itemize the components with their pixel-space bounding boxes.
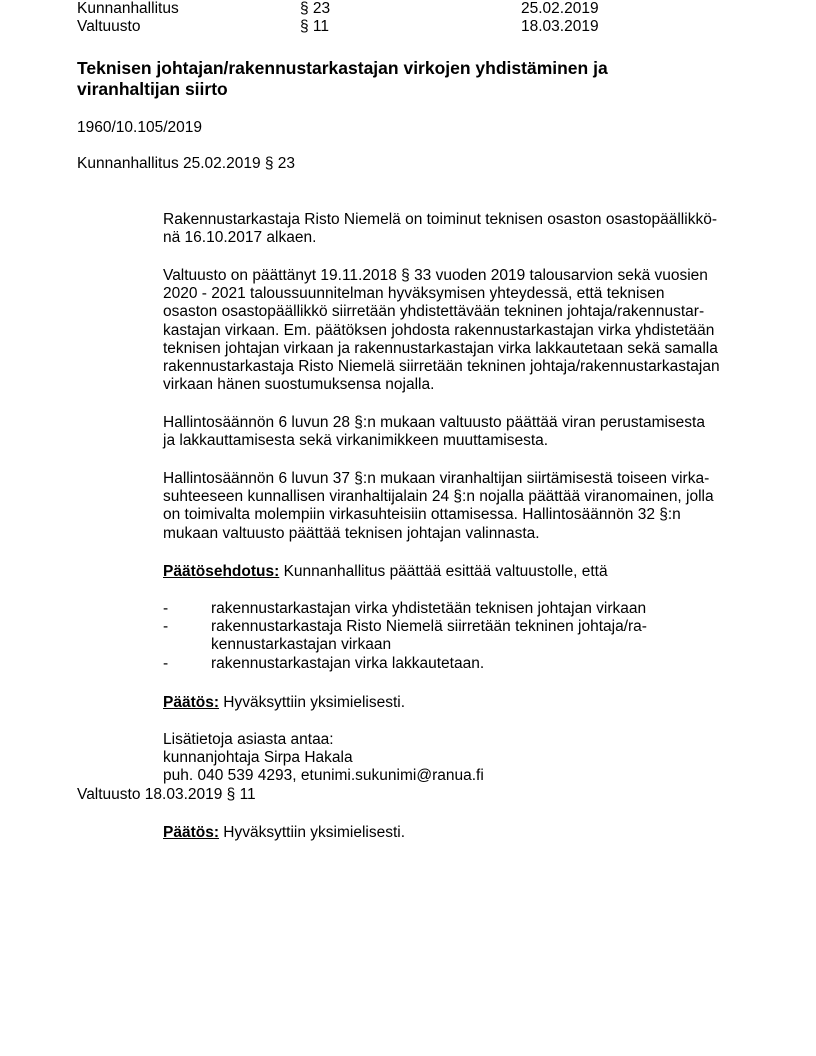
contact-phone: puh. 040 539 4293, etunimi.sukunimi@ranua.fi [163,767,484,785]
bullet-list [163,600,743,672]
paragraph [163,414,743,450]
paragraph-text: Hallintosäännön 6 luvun 28 §:n mukaan valtuusto päättää viran perustamisesta ja lakkauttamisesta sekä virkanimikkeen muuttamisesta. [163,414,705,450]
bullet-marker: - [163,600,169,617]
contact-heading: Lisätietoja asiasta antaa: [163,731,334,748]
paragraph [163,211,743,247]
paragraph-text: Rakennustarkastaja Risto Niemelä on toiminut teknisen osaston osastopäällikkö- nä 16.10.2017 alkaen. [163,211,717,247]
header-date: 25.02.2019 [521,0,599,17]
proposal-text: Kunnanhallitus päättää esittää valtuustolle, että [279,563,608,580]
decision-text: Hyväksyttiin yksimielisesti. [219,824,406,841]
decision-text: Hyväksyttiin yksimielisesti. [219,694,406,711]
paragraph [163,267,743,394]
decision-label: Päätös: [163,824,219,841]
header-body: Valtuusto [77,18,141,35]
header-section: § 11 [300,18,330,35]
bullet-text: rakennustarkastajan virka lakkautetaan. [211,655,485,672]
paragraph-text: Valtuusto on päättänyt 19.11.2018 § 33 vuoden 2019 talousarvion sekä vuosien 2020 - 2021 taloussuunnitelman hyväksymisen yhteydessä, että teknisen osaston osastopäällikkö siirretään yhdistettävään tekninen johtaja/rakennustar- kastajan virkaan. Em. päätöksen johdosta rakennustarkastajan virka yhdistetään teknisen johtajan virkaan ja rakennustarkastajan virka lakkautetaan sekä samalla rakennustarkastaja Risto Niemelä siirretään tekninen johtaja/rakennustarkastajan virkaan hänen suostumuksensa nojalla. [163,267,720,394]
proposal-label: Päätösehdotus: [163,563,280,580]
paragraph [163,470,743,543]
contact-info [163,731,743,786]
proposal [163,563,743,581]
decision-valtuusto [163,824,743,842]
paragraph-text: Hallintosäännön 6 luvun 37 §:n mukaan viranhaltijan siirtämisestä toiseen virka- suhteeseen kunnallisen viranhaltijalain 24 §:n nojalla päättää viranomainen, jolla on toimivalta molempiin virkasuhteisiin ottamisessa. Hallintosäännön 32 §:n mukaan valtuusto päättää teknisen johtajan valinnasta. [163,470,714,542]
bullet-marker: - [163,655,169,672]
case-number: 1960/10.105/2019 [77,119,202,136]
header-date: 18.03.2019 [521,18,599,35]
decision-label: Päätös: [163,694,219,711]
document-title: Teknisen johtajan/rakennustarkastajan virkojen yhdistäminen ja viranhaltijan siirto [77,58,608,99]
bullet-marker: - [163,618,169,635]
meeting-heading-kunnanhallitus: Kunnanhallitus 25.02.2019 § 23 [77,155,296,172]
header-section: § 23 [300,0,331,17]
header-body: Kunnanhallitus [77,0,179,17]
contact-name: kunnanjohtaja Sirpa Hakala [163,749,353,767]
bullet-text: rakennustarkastaja Risto Niemelä siirretään tekninen johtaja/ra- kennustarkastajan virkaan [211,618,647,654]
bullet-text: rakennustarkastajan virka yhdistetään teknisen johtajan virkaan [211,600,647,617]
meeting-heading-valtuusto: Valtuusto 18.03.2019 § 11 [77,786,256,803]
decision-kunnanhallitus [163,694,743,712]
